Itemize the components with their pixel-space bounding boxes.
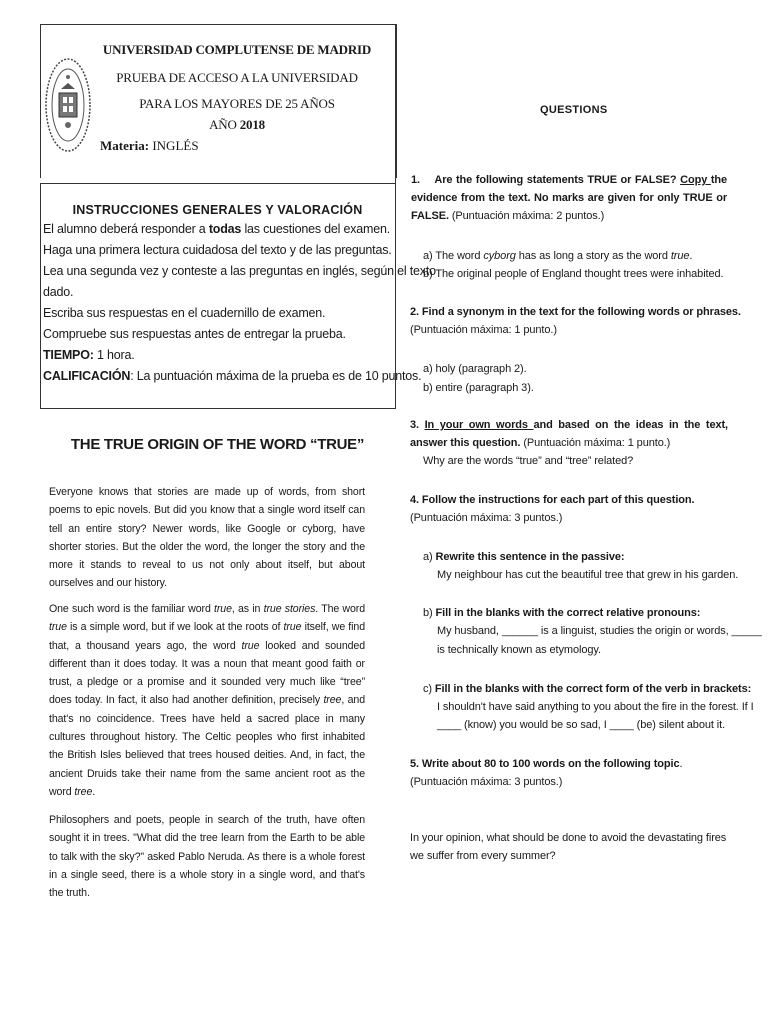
question-5-topic: In your opinion, what should be done to avoid the devastating fires we suffer from every summer? [410, 832, 727, 862]
instruction-line: Escriba sus respuestas en el cuadernillo de examen. [43, 306, 326, 320]
instruction-line: Haga una primera lectura cuidadosa del texto y de las preguntas. [43, 243, 392, 257]
question-2a: a) holy (paragraph 2). [423, 363, 527, 375]
question-2: 2. Find a synonym in the text for the following words or phrases. [410, 306, 741, 318]
question-4b: b) Fill in the blanks with the correct relative pronouns: [423, 607, 701, 619]
question-4: 4. Follow the instructions for each part of this question. (Puntuación máxima: 3 puntos.) [410, 494, 695, 524]
question-4c: c) Fill in the blanks with the correct form of the verb in brackets: [423, 683, 752, 695]
question-2b: b) entire (paragraph 3). [423, 382, 534, 394]
question-4b-text-2: is technically known as etymology. [437, 644, 601, 656]
article-paragraph-2: One such word is the familiar word true, as in true stories. The word true is a simple word, but if we look at the roots of true itself, we find that, a thousand years ago, the word true looked and sounded different than it does today. It was a noun that meant good faith or trust, a pledge or a promise and it sounded very much like “tree” does today. In fact, it also had another definition, precisely tree, and that's no coincidence. Trees have held a sacred place in many cultures throughout history. The Celtic peoples who first inhabited the British Isles believed that trees housed deities. And, in fact, the ancient Druids take their name from the same ancient root as the word tree. [49, 603, 365, 798]
questions-title: QUESTIONS [540, 104, 608, 116]
university-seal-icon [44, 55, 92, 155]
subject [100, 138, 199, 154]
header-divider [395, 24, 396, 184]
question-5: 5. Write about 80 to 100 words on the following topic. (Puntuación máxima: 3 puntos.) [410, 758, 683, 788]
subject-value: INGLÉS [152, 138, 199, 153]
question-4c-text-1: I shouldn't have said anything to you about the fire in the forest. If I [437, 701, 754, 713]
article-paragraph-1: Everyone knows that stories are made up of words, from short poems to epic novels. But did you know that a single word itself can tell an entire story? Newer words, like Google or cyborg, have shorter stories. But the older the word, the longer the story and the more it stands to reveal to us not only about itself, but about ourselves and our history. [49, 486, 365, 590]
instruction-line: El alumno deberá responder a todas las cuestiones del examen. [43, 222, 391, 236]
question-4a: a) Rewrite this sentence in the passive: [423, 551, 625, 563]
article-paragraph-3: Philosophers and poets, people in search of the truth, have often sought it in trees. "What did the tree learn from the Earth to be able to talk with the sky?" asked Pablo Neruda. As there is a whole forest in a single seed, there is a whole story in a single word, and that's the truth. [49, 814, 365, 900]
question-4c-text-2: ____ (know) you would be so sad, I ____ (be) silent about it. [437, 719, 726, 731]
instruction-line: dado. [43, 285, 74, 299]
question-3-text: Why are the words “true” and “tree” related? [423, 455, 634, 467]
question-2-points: (Puntuación máxima: 1 punto.) [410, 324, 557, 336]
instructions-title: INSTRUCCIONES GENERALES Y VALORACIÓN [72, 203, 363, 217]
time-line: TIEMPO: 1 hora. [43, 348, 135, 362]
grade-line: CALIFICACIÓN: La puntuación máxima de la prueba es de 10 puntos. [43, 369, 422, 383]
question-1: 1. Are the following statements TRUE or FALSE? Copy the evidence from the text. No marks are given for only TRUE or FALSE. (Puntuación máxima: 2 puntos.) [411, 174, 728, 222]
exam-subtitle: PARA LOS MAYORES DE 25 AÑOS [139, 96, 335, 111]
question-1b: b) The original people of England thought trees were inhabited. [423, 268, 724, 280]
instruction-line: Lea una segunda vez y conteste a las preguntas en inglés, según el texto [43, 264, 436, 278]
subject-label: Materia: [100, 138, 150, 153]
exam-title: PRUEBA DE ACCESO A LA UNIVERSIDAD [116, 70, 358, 85]
question-4b-text-1: My husband, ______ is a linguist, studies the origin or words, _____ [437, 625, 762, 637]
year-value: 2018 [239, 117, 265, 132]
university-name: UNIVERSIDAD COMPLUTENSE DE MADRID [102, 42, 372, 57]
article-title: THE TRUE ORIGIN OF THE WORD “TRUE” [70, 436, 365, 453]
exam-year [92, 117, 382, 133]
year-label: AÑO [209, 117, 237, 132]
instruction-line: Compruebe sus respuestas antes de entregar la prueba. [43, 327, 346, 341]
question-4a-text: My neighbour has cut the beautiful tree that grew in his garden. [437, 569, 739, 581]
question-3: 3. In your own words and based on the ideas in the text, answer this question. (Puntuación máxima: 1 punto.) [410, 419, 728, 449]
question-1a: a) The word cyborg has as long a story as the word true. [423, 250, 693, 262]
